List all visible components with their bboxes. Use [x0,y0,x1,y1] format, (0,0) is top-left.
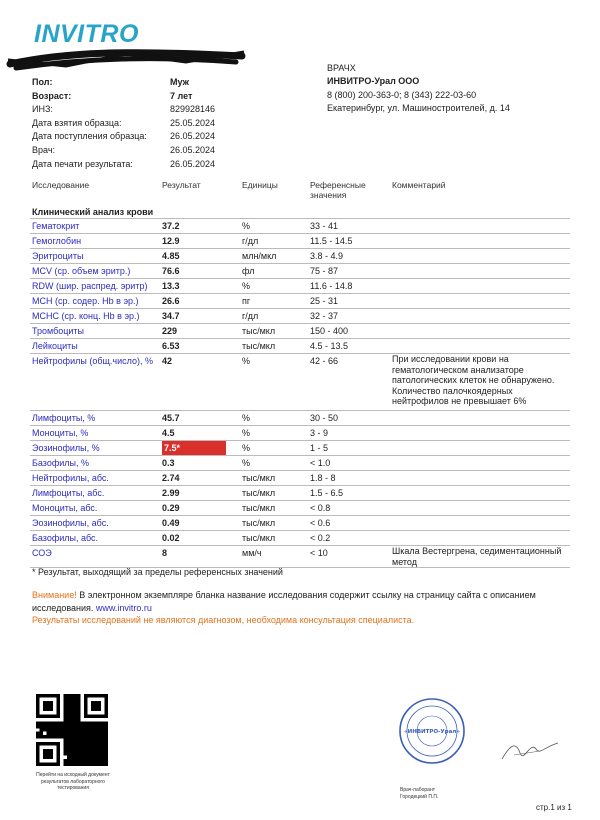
table-row [30,249,570,264]
result-value: 4.85 [162,251,180,261]
signer [400,787,438,800]
out-of-range-flag: 7.5* [162,441,226,455]
test-name[interactable]: Лимфоциты, абс. [32,488,105,498]
units: % [242,443,251,453]
header-comment: Комментарий [392,180,446,190]
table-row [30,294,570,309]
lab-name: ИНВИТРО-Урал ООО [327,76,420,87]
reference-range: 1.8 - 8 [310,473,336,483]
reference-range: < 10 [310,548,328,558]
section-title: Клинический анализ крови [30,205,570,219]
patient-field-label: Дата взятия образца: [32,117,122,128]
result-value: 42 [162,356,173,366]
qr-caption: Перейти на исходный документ результатов лабораторного тестирования [36,772,110,791]
test-name[interactable]: Базофилы, абс. [32,533,99,543]
lab-address: Екатеринбург, ул. Машиностроителей, д. 14 [327,103,510,114]
units: тыс/мкл [242,503,276,513]
reference-range: 42 - 66 [310,356,339,366]
result-value [160,441,240,455]
reference-range: 75 - 87 [310,266,339,276]
units: тыс/мкл [242,341,276,351]
units: тыс/мкл [242,533,276,543]
result-value: 12.9 [162,236,180,246]
patient-field-value: 26.05.2024 [170,131,216,142]
patient-field-label: Пол: [32,77,53,87]
units: % [242,221,251,231]
disclaimer: Результаты исследований не являются диагнозом, необходима консультация специалиста. [32,615,415,625]
results-table [30,180,570,568]
units: г/дл [242,236,259,246]
comment [390,411,570,425]
comment [390,249,570,263]
test-name[interactable]: MCHC (ср. конц. Hb в эр.) [32,311,140,321]
lab-info [327,62,510,116]
units: г/дл [242,311,259,321]
table-row [30,456,570,471]
reference-range: 11.5 - 14.5 [310,236,353,246]
footnote: * Результат, выходящий за пределы референсных значений [32,567,283,577]
test-name[interactable]: Нейтрофилы (общ.число), % [32,356,153,366]
table-row [30,354,570,411]
table-row [30,546,570,568]
reference-range: < 0.6 [310,518,331,528]
result-value: 76.6 [162,266,180,276]
patient-field [32,144,260,158]
table-row [30,441,570,456]
reference-range: 3 - 9 [310,428,329,438]
result-value: 4.5 [162,428,175,438]
units: % [242,356,251,366]
signer-role: Врач-лаборант [400,787,436,793]
test-name[interactable]: MCH (ср. содер. Hb в эр.) [32,296,139,306]
header-test: Исследование [32,180,90,190]
test-name[interactable]: СОЭ [32,548,52,558]
patient-field [32,130,260,144]
units: мм/ч [242,548,262,558]
signer-name: Городецкий П.П. [400,793,439,800]
result-value: 26.6 [162,296,180,306]
comment [390,219,570,233]
patient-field-value: 26.05.2024 [170,144,216,155]
table-row [30,234,570,249]
units: тыс/мкл [242,518,276,528]
table-row [30,324,570,339]
patient-field [32,103,260,117]
redaction-scribble [6,44,246,72]
units: % [242,281,251,291]
result-value: 2.99 [162,488,180,498]
comment [390,471,570,485]
test-name[interactable]: Лейкоциты [32,341,78,351]
warning-text: В электронном экземпляре бланка название исследования содержит ссылку на страницу сайта с описанием исследования. [32,590,536,613]
result-value: 45.7 [162,413,180,423]
table-row [30,339,570,354]
comment [390,264,570,278]
reference-range: < 1.0 [310,458,331,468]
lab-seal-stamp [397,693,467,783]
comment [390,426,570,440]
units: тыс/мкл [242,473,276,483]
reference-range: 30 - 50 [310,413,339,423]
patient-field-value: Муж [170,77,189,87]
warning-block [32,589,577,627]
comment: Шкала Вестергрена, седиментационный метод [392,546,562,567]
result-value: 6.53 [162,341,180,351]
patient-field-label: Возраст: [32,90,72,101]
reference-range: 150 - 400 [310,326,349,336]
comment [390,441,570,455]
comment [390,516,570,530]
result-value: 37.2 [162,221,180,231]
patient-field-label: Дата поступления образца: [32,131,147,142]
table-header [30,180,570,202]
test-name[interactable]: Нейтрофилы, абс. [32,473,109,483]
table-row [30,501,570,516]
test-name[interactable]: Эозинофилы, абс. [32,518,109,528]
comment [390,486,570,500]
comment [390,456,570,470]
signature [500,735,560,765]
comment [390,309,570,323]
reference-range: 25 - 31 [310,296,339,306]
attention-label: Внимание! [32,590,77,600]
units: % [242,458,251,468]
result-value: 2.74 [162,473,180,483]
patient-field [32,90,260,104]
test-name[interactable]: Гемоглобин [32,236,82,246]
patient-field-label: ИНЗ: [32,104,53,115]
patient-field [32,76,260,90]
comment [390,324,570,338]
lab-phones: 8 (800) 200-363-0; 8 (343) 222-03-60 [327,89,477,100]
patient-field-label: Дата печати результата: [32,158,133,169]
units: фл [242,266,255,276]
test-name[interactable]: RDW (шир. распред. эритр) [32,281,148,291]
reference-range: < 0.8 [310,503,331,513]
result-value: 229 [162,326,178,336]
units: тыс/мкл [242,326,276,336]
test-name[interactable]: Эозинофилы, % [32,443,100,453]
comment [390,339,570,353]
result-value: 34.7 [162,311,180,321]
units: тыс/мкл [242,488,276,498]
result-value: 8 [162,548,168,558]
test-name[interactable]: Эритроциты [32,251,84,261]
reference-range: 4.5 - 13.5 [310,341,349,351]
units: % [242,413,251,423]
invitro-logo: INVITRO [34,20,139,48]
comment [390,279,570,293]
result-value: 0.29 [162,503,180,513]
reference-range: 3.8 - 4.9 [310,251,344,261]
comment [390,234,570,248]
seal-text: «ИНВИТРО-Урал» [404,729,460,735]
test-name[interactable]: Моноциты, абс. [32,503,98,513]
test-name[interactable]: Базофилы, % [32,458,89,468]
table-row [30,264,570,279]
units: млн/мкл [242,251,277,261]
comment [390,501,570,515]
patient-field-value: 829928146 [170,104,216,115]
result-value: 0.3 [162,458,175,468]
comment: При исследовании крови на гематологическом анализаторе патологических клеток не обнаружено. Количество палочкоядерных нейтрофилов не превышает 6% [392,354,555,406]
table-row [30,411,570,426]
reference-range: 33 - 41 [310,221,339,231]
reference-range: 1.5 - 6.5 [310,488,344,498]
reference-range: 11.6 - 14.8 [310,281,353,291]
table-row [30,516,570,531]
patient-info [32,76,260,171]
test-name[interactable]: Лимфоциты, % [32,413,96,423]
reference-range: 32 - 37 [310,311,339,321]
result-value: 13.3 [162,281,180,291]
table-row [30,486,570,501]
table-row [30,219,570,234]
table-row [30,309,570,324]
patient-field-value: 25.05.2024 [170,117,216,128]
units: % [242,428,251,438]
invitro-link[interactable]: www.invitro.ru [95,602,152,613]
qr-code[interactable] [36,694,108,766]
lab-role: ВРАЧХ [327,63,356,73]
result-value: 0.02 [162,533,180,543]
test-name[interactable]: MCV (ср. объем эритр.) [32,266,131,276]
patient-field [32,117,260,131]
header-result: Результат [162,180,201,190]
table-row [30,471,570,486]
table-row [30,426,570,441]
header-units: Единицы [242,180,278,190]
patient-field-label: Врач: [32,144,56,155]
table-row [30,531,570,546]
test-name[interactable]: Гематокрит [32,221,80,231]
table-row [30,279,570,294]
patient-field [32,158,260,172]
comment [390,531,570,545]
units: пг [242,296,251,306]
test-name[interactable]: Моноциты, % [32,428,89,438]
header-ref: Референсные значения [310,180,366,200]
patient-field-value: 26.05.2024 [170,158,216,169]
patient-field-value: 7 лет [170,90,193,101]
result-value: 0.49 [162,518,180,528]
test-name[interactable]: Тромбоциты [32,326,85,336]
reference-range: 1 - 5 [310,443,329,453]
page-number: стр.1 из 1 [536,803,572,812]
reference-range: < 0.2 [310,533,331,543]
comment [390,294,570,308]
